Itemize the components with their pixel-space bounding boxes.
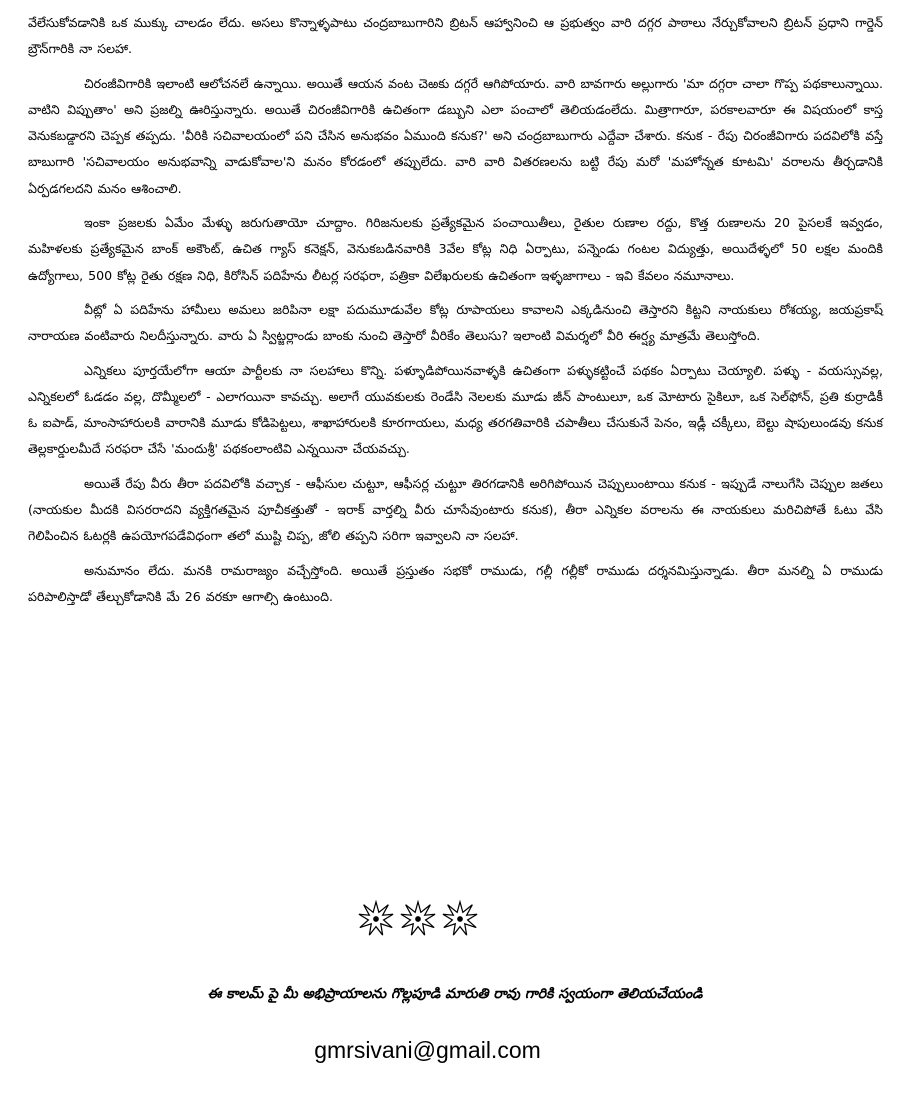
paragraph: అయితే రేపు వీరు తీరా పదవిలోకి వచ్చాక - ఆఫీసుల చుట్టూ, ఆఫీసర్ల చుట్టూ తిరగడానికి అరిగిపోయిన చెప్పులుంటాయి కనుక - ఇప్పుడే నాలుగేసి చెప్పుల జతలు (నాయకుల మీదకి విసరరాదని వ్యక్తిగతమైన పూచీకత్తుతో - ఇరాక్ వార్తల్ని వీరు చూసేవుంటారు కనుక), తీరా ఎన్నికల వరాలను ఈ నాయకులు మరిచిపోతే ఓటు వేసి గెలిపించిన ఓటర్లకి ఉపయోగపడేవిధంగా తలో ముష్టి చిప్ప, జోలి తప్పని సరిగా ఇవ్వాలని నా సలహా.	[28, 475, 883, 544]
paragraph: చిరంజీవిగారికి ఇలాంటి ఆలోచనలే ఉన్నాయి. అయితే ఆయన వంట చెఱకు దగ్గరే ఆగిపోయారు. వారి బావగారు అల్లుగారు 'మా దగ్గరా చాలా గొప్ప పథకాలున్నాయి. వాటిని విప్పుతాం' అని ప్రజల్ని ఊరిస్తున్నారు. అయితే చిరంజీవిగారికి ఉచితంగా డబ్బుని ఎలా పంచాలో తెలియడంలేదు. మిత్రాగారూ, పరకాలవారూ ఈ విషయంలో కాస్త వెనుకబడ్డారని చెప్పక తప్పదు. 'వీరికి సచివాలయంలో పని చేసిన అనుభవం ఏముంది కనుక?' అని చంద్రబాబుగారు ఎద్దేవా చేశారు. కనుక - రేపు చిరంజీవిగారు పదవిలోకి వస్తే బాబుగారి 'సచివాలయం అనుభవాన్ని వాడుకోవాల'ని మనం కోరడంలో తప్పులేదు. వారి వారి వితరణలను బట్టి రేపు మరో 'మహోన్నత కూటమి' వరాలను తీర్చడానికి ఏర్పడగలదని మనం ఆశించాలి.	[28, 75, 883, 196]
contact-email[interactable]: gmrsivani@gmail.com	[314, 1037, 541, 1063]
starburst-icon	[441, 900, 479, 938]
paragraph: వేలేసుకోవడానికి ఒక ముక్కు చాలడం లేదు. అసలు కొన్నాళ్ళపాటు చంద్రబాబుగారిని బ్రిటన్ ఆహ్వానించి ఆ ప్రభుత్వం వారి దగ్గర పాఠాలు నేర్చుకోవాలని బ్రిటన్ ప్రధాని గార్డెన్ బ్రౌన్‌గారికి నా సలహా.	[28, 15, 883, 57]
article-body	[28, 10, 883, 618]
feedback-note: ఈ కాలమ్ పై మీ అభిప్రాయాలను గొల్లపూడి మారుతి రావు గారికి స్వయంగా తెలియచేయండి	[207, 986, 703, 1002]
paragraph: వీట్లో ఏ పదిహేను హామీలు అమలు జరిపినా లక్షా పదుమూడువేల కోట్ల రూపాయలు కావాలని ఎక్కడినుంచి తెస్తారని కిట్టని నాయకులు రోశయ్య, జయప్రకాష్ నారాయణ వంటివారు నిలదీస్తున్నారు. వారు ఏ స్విట్జర్లాండు బాంకు నుంచి తెస్తారో వీరికేం తెలుసు? ఇలాంటి విమర్శలో వీరి ఈర్ష్య మాత్రమే తెలుస్తోంది.	[28, 301, 883, 344]
starburst-icon	[357, 900, 395, 938]
paragraph: ఇంకా ప్రజలకు ఏమేం మేళ్ళు జరుగుతాయో చూద్దాం. గిరిజనులకు ప్రత్యేకమైన పంచాయితీలు, రైతుల రుణాల రద్దు, కొత్త రుణాలను 20 పైసలకే ఇవ్వడం, మహిళలకు ప్రత్యేకమైన బాంక్ అకౌంట్, ఉచిత గ్యాస్ కనెక్షన్, వెనుకబడినవారికి 3వేల కోట్ల నిధి ఏర్పాటు, పన్నెండు గంటల విద్యుత్తు, అయిదేళ్ళలో 50 లక్షల మందికి ఉద్యోగాలు, 500 కోట్ల రైతు రక్షణ నిధి, కిరోసిన్ పదిహేను లీటర్ల సరఫరా, పత్రికా విలేఖరులకు ఉచితంగా ఇళ్ళజాగాలు - ఇవి కేవలం నమూనాలు.	[28, 215, 883, 283]
paragraph: ఎన్నికలు పూర్తయేలోగా ఆయా పార్టీలకు నా సలహాలు కొన్ని. పళ్ళూడిపోయినవాళ్ళకి ఉచితంగా పళ్ళుకట్టించే పథకం ఏర్పాటు చెయ్యాలి. పళ్ళు - వయస్సువల్ల, ఎన్నికలలో ఓడడం వల్ల, దొమ్మీలలో - ఎలాగయినా కావచ్చు. అలాగే యువకులకు రెండేసి నెలలకు మూడు జీన్ పాంటులూ, ఒక మోటారు సైకిలూ, ఒక సెల్‌ఫోన్, ప్రతి కుర్రాడికీ ఓ ఐపాడ్, మాంసాహారులకి వారానికి మూడు కోడిపెట్టలు, శాఖాహారులకి కూరగాయలు, మధ్య తరగతివారికి చపాతీలు చేసుకునే పెనం, ఇడ్లీ చక్కీలు, బెల్టు షాపులుండవు కనుక తెల్లకార్డులమీదే సరఫరా చేసే 'మందుశ్రీ' పథకంలాంటివి ఎన్నయినా చేయవచ్చు.	[28, 362, 883, 457]
section-separator	[355, 900, 480, 938]
starburst-icon	[399, 900, 437, 938]
paragraph: అనుమానం లేదు. మనకి రామరాజ్యం వచ్చేస్తోంది. అయితే ప్రస్తుతం సభకో రాముడు, గల్లీ గల్లీకో రాముడు దర్శనమిస్తున్నాడు. తీరా మనల్ని ఏ రాముడు పరిపాలిస్తాడో తేల్చుకోడానికి మే 26 వరకూ ఆగాల్సి ఉంటుంది.	[28, 562, 883, 604]
